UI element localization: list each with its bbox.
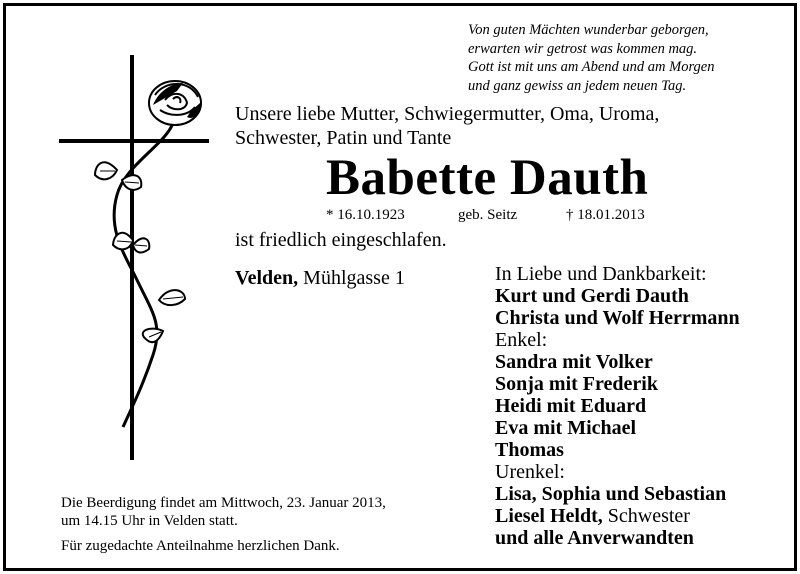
- great-grandchildren-label: Urenkel:: [495, 461, 565, 483]
- grandchild: Sonja mit Frederik: [495, 373, 658, 395]
- grandchild: Sandra mit Volker: [495, 351, 653, 373]
- cross-with-rose-icon: [55, 55, 215, 465]
- family-child: Kurt und Gerdi Dauth: [495, 285, 689, 307]
- grandchild: Eva mit Michael: [495, 417, 637, 439]
- funeral-line: um 14.15 Uhr in Velden statt.: [61, 512, 238, 529]
- poem: [468, 21, 715, 95]
- sister-name: Liesel Heldt,: [495, 505, 603, 527]
- death-date: † 18.01.2013: [566, 207, 645, 223]
- intro-text: [235, 102, 659, 150]
- birth-date: * 16.10.1923: [326, 207, 405, 223]
- family-list: [495, 263, 740, 549]
- deceased-name: Babette Dauth: [326, 150, 649, 206]
- poem-line: Gott ist mit uns am Abend und am Morgen: [468, 59, 715, 75]
- intro-line: Schwester, Patin und Tante: [235, 127, 452, 149]
- family-heading: In Liebe und Dankbarkeit:: [495, 263, 707, 285]
- thanks-text: Für zugedachte Anteilnahme herzlichen Dank.: [61, 538, 340, 554]
- family-child: Christa und Wolf Herrmann: [495, 307, 740, 329]
- funeral-line: Die Beerdigung findet am Mittwoch, 23. Januar 2013,: [61, 495, 386, 511]
- address-town: Velden,: [235, 267, 299, 289]
- great-grandchild: Lisa, Sophia und Sebastian: [495, 483, 727, 505]
- grandchildren-label: Enkel:: [495, 329, 548, 351]
- sister-line: [495, 505, 740, 527]
- intro-line: Unsere liebe Mutter, Schwiegermutter, Oma, Uroma,: [235, 103, 660, 125]
- grandchild: Heidi mit Eduard: [495, 395, 647, 417]
- relatives-line: und alle Anverwandten: [495, 527, 694, 549]
- poem-line: und ganz gewiss an jedem neuen Tag.: [468, 77, 687, 94]
- poem-line: erwarten wir getrost was kommen mag.: [468, 40, 698, 57]
- address-street: Mühlgasse 1: [303, 267, 405, 289]
- funeral-info: [61, 495, 386, 530]
- grandchild: Thomas: [495, 439, 564, 461]
- maiden-name: geb. Seitz: [458, 207, 518, 223]
- address: [235, 266, 405, 290]
- sister-relation: Schwester: [607, 505, 690, 527]
- passing-text: ist friedlich eingeschlafen.: [235, 229, 447, 251]
- poem-line: Von guten Mächten wunderbar geborgen,: [468, 22, 709, 38]
